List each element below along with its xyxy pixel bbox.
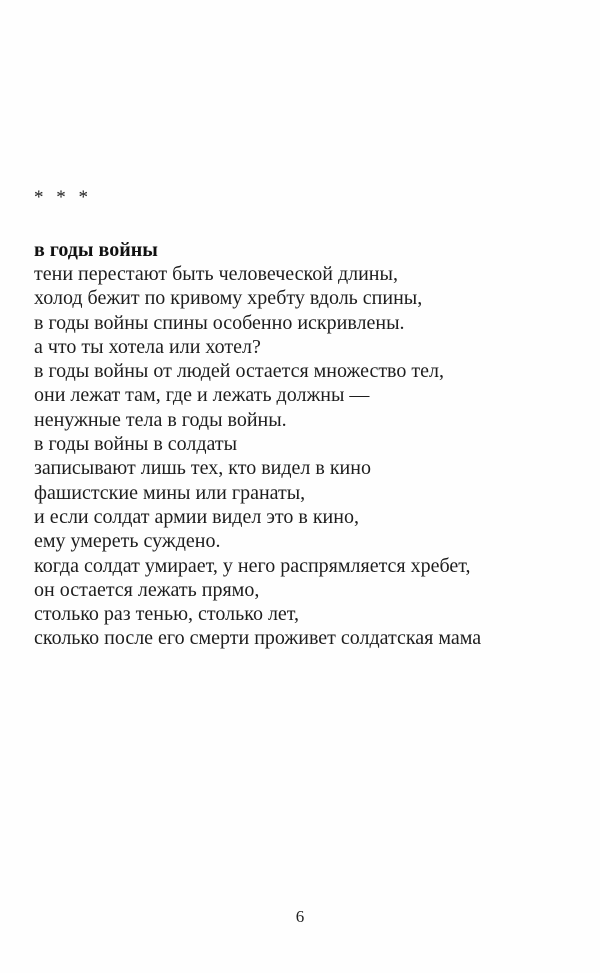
- poem-line: в годы войны в солдаты: [34, 433, 238, 456]
- poem-line: тени перестают быть человеческой длины,: [34, 263, 398, 285]
- poem-line: холод бежит по кривому хребту вдоль спины,: [34, 287, 423, 310]
- poem-line: в годы войны спины особенно искривлены.: [34, 311, 405, 334]
- poem-line: когда солдат умирает, у него распрямляется хребет,: [34, 554, 471, 577]
- poem-line: ему умереть суждено.: [34, 530, 221, 553]
- poem-line: в годы войны от людей остается множество тел,: [34, 360, 444, 383]
- poem-line: столько раз тенью, столько лет,: [34, 603, 300, 626]
- poem-title: в годы войны: [34, 239, 158, 261]
- poem-line: сколько после его смерти проживет солдатская мама: [34, 627, 482, 650]
- poem: [34, 238, 594, 651]
- poem-line: а что ты хотела или хотел?: [34, 335, 261, 358]
- section-separator: * * *: [34, 187, 92, 208]
- page-number: 6: [295, 907, 305, 926]
- poem-line: он остается лежать прямо,: [34, 578, 260, 601]
- poem-lines: [34, 262, 594, 651]
- poem-line: они лежат там, где и лежать должны —: [34, 384, 370, 407]
- poem-line: и если солдат армии видел это в кино,: [34, 505, 359, 528]
- poem-line: ненужные тела в годы войны.: [34, 408, 287, 431]
- poem-line: записывают лишь тех, кто видел в кино: [34, 457, 371, 480]
- poem-line: фашистские мины или гранаты,: [34, 481, 306, 504]
